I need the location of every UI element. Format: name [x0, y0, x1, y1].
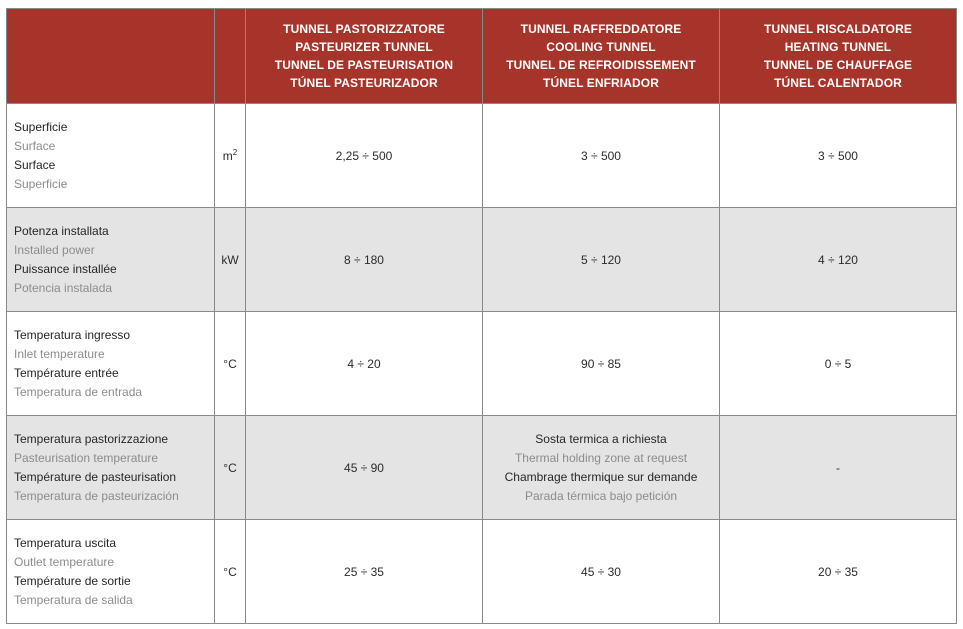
header-title-en: HEATING TUNNEL — [784, 40, 892, 54]
value-cooling: 5 ÷ 120 — [483, 208, 720, 312]
param-label-en: Surface — [14, 138, 56, 153]
param-label-it: Temperatura pastorizzazione — [14, 431, 169, 446]
unit-cell: °C — [215, 312, 246, 416]
value-pasteurizer: 2,25 ÷ 500 — [246, 104, 483, 208]
header-pasteurizer-tunnel — [246, 9, 483, 104]
param-label-es: Temperatura de entrada — [14, 384, 143, 399]
header-title-it: TUNNEL PASTORIZZATORE — [283, 22, 445, 36]
value-pasteurizer: 8 ÷ 180 — [246, 208, 483, 312]
param-label-en: Inlet temperature — [14, 346, 105, 361]
value-heating: - — [720, 416, 957, 520]
header-title-es: TÚNEL CALENTADOR — [774, 76, 902, 90]
unit-cell: kW — [215, 208, 246, 312]
parameter-name-cell — [7, 416, 215, 520]
param-label-fr: Température entrée — [14, 365, 119, 380]
note-label-en: Thermal holding zone at request — [514, 450, 688, 465]
value-heating: 4 ÷ 120 — [720, 208, 957, 312]
param-label-fr: Puissance installée — [14, 261, 117, 276]
header-heating-tunnel — [720, 9, 957, 104]
value-pasteurizer: 45 ÷ 90 — [246, 416, 483, 520]
param-label-es: Temperatura de pasteurización — [14, 488, 179, 503]
header-title-it: TUNNEL RAFFREDDATORE — [520, 22, 682, 36]
param-label-fr: Température de pasteurisation — [14, 469, 177, 484]
value-cooling: 45 ÷ 30 — [483, 520, 720, 624]
table-row-surface — [7, 104, 957, 208]
table-row-outlet-temperature — [7, 520, 957, 624]
unit-cell — [215, 104, 246, 208]
note-label-it: Sosta termica a richiesta — [535, 431, 667, 446]
value-cooling: 3 ÷ 500 — [483, 104, 720, 208]
param-label-it: Temperatura ingresso — [14, 327, 131, 342]
value-cooling-note — [483, 416, 720, 520]
unit-cell: °C — [215, 416, 246, 520]
param-label-en: Installed power — [14, 242, 95, 257]
value-heating: 0 ÷ 5 — [720, 312, 957, 416]
header-title-es: TÚNEL PASTEURIZADOR — [290, 76, 438, 90]
parameter-name-cell — [7, 104, 215, 208]
header-title-it: TUNNEL RISCALDATORE — [764, 22, 912, 36]
unit-cell: °C — [215, 520, 246, 624]
table-row-installed-power — [7, 208, 957, 312]
header-title-fr: TUNNEL DE CHAUFFAGE — [763, 58, 913, 72]
value-pasteurizer: 4 ÷ 20 — [246, 312, 483, 416]
param-label-it: Superficie — [14, 119, 68, 134]
unit-superscript: 2 — [232, 147, 238, 157]
parameter-name-cell — [7, 520, 215, 624]
table-row-pasteurisation-temperature — [7, 416, 957, 520]
header-title-fr: TUNNEL DE PASTEURISATION — [274, 58, 454, 72]
note-label-es: Parada térmica bajo petición — [524, 488, 678, 503]
param-label-fr: Température de sortie — [14, 573, 131, 588]
header-title-fr: TUNNEL DE REFROIDISSEMENT — [506, 58, 696, 72]
param-label-es: Temperatura de salida — [14, 592, 133, 607]
header-title-en: PASTEURIZER TUNNEL — [295, 40, 433, 54]
param-label-it: Temperatura uscita — [14, 535, 117, 550]
table-row-inlet-temperature — [7, 312, 957, 416]
param-label-en: Pasteurisation temperature — [14, 450, 159, 465]
header-title-es: TÚNEL ENFRIADOR — [543, 76, 659, 90]
header-cooling-tunnel — [483, 9, 720, 104]
parameter-name-cell — [7, 208, 215, 312]
parameter-name-cell — [7, 312, 215, 416]
param-label-it: Potenza installata — [14, 223, 109, 238]
param-label-fr: Surface — [14, 157, 56, 172]
header-row — [7, 9, 957, 104]
specifications-table — [6, 8, 957, 624]
value-heating: 3 ÷ 500 — [720, 104, 957, 208]
value-heating: 20 ÷ 35 — [720, 520, 957, 624]
value-pasteurizer: 25 ÷ 35 — [246, 520, 483, 624]
note-label-fr: Chambrage thermique sur demande — [504, 469, 698, 484]
value-cooling: 90 ÷ 85 — [483, 312, 720, 416]
param-label-es: Potencia instalada — [14, 280, 113, 295]
header-title-en: COOLING TUNNEL — [546, 40, 656, 54]
header-empty-cell — [7, 9, 215, 104]
header-unit-cell — [215, 9, 246, 104]
param-label-en: Outlet temperature — [14, 554, 115, 569]
unit-base: m — [222, 148, 233, 163]
param-label-es: Superficie — [14, 176, 68, 191]
